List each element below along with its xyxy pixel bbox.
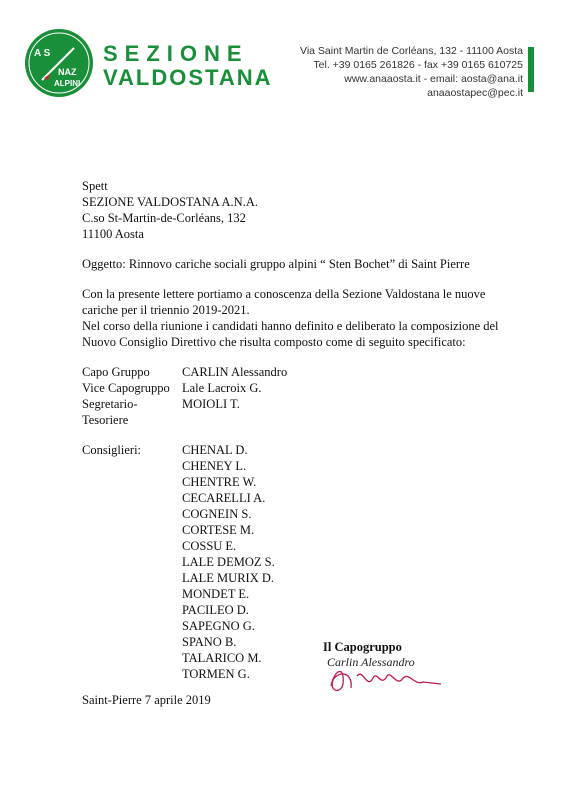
role-row — [82, 396, 522, 428]
role-person: Lale Lacroix G. — [182, 381, 262, 395]
logo-text-top: A S — [34, 48, 51, 59]
organization-name — [103, 42, 273, 90]
signature-name: Carlin Alessandro — [327, 655, 415, 669]
council-member: TORMEN G. — [182, 667, 250, 681]
signature-block — [323, 640, 483, 690]
council-label: Consiglieri: — [82, 443, 142, 457]
council-member: CORTESE M. — [182, 523, 255, 537]
council-member: TALARICO M. — [182, 651, 262, 665]
roles-list — [82, 364, 522, 428]
signature-title: Il Capogruppo — [323, 640, 402, 654]
letter-body — [82, 178, 522, 682]
council-member: SPANO B. — [182, 635, 237, 649]
council-member: MONDET E. — [182, 587, 250, 601]
org-line1: SEZIONE — [103, 41, 249, 66]
subject: Oggetto: Rinnovo cariche sociali gruppo alpini “ Sten Bochet” di Saint Pierre — [82, 257, 470, 271]
pec: anaaostapec@pec.it — [427, 87, 523, 99]
council-member: COGNEIN S. — [182, 507, 252, 521]
role-name: Segretario-Tesoriere — [82, 397, 138, 427]
salutation: Spett — [82, 179, 108, 193]
org-line2: VALDOSTANA — [103, 65, 273, 90]
web-email: www.anaaosta.it - email: aosta@ana.it — [344, 73, 523, 85]
header-accent-bar — [528, 47, 534, 92]
phone: Tel. +39 0165 261826 - fax +39 0165 610725 — [313, 59, 523, 71]
council-member: CHENAL D. — [182, 443, 248, 457]
council-member: LALE MURIX D. — [182, 571, 275, 585]
recipient-line1: SEZIONE VALDOSTANA A.N.A. — [82, 195, 258, 209]
role-row — [82, 364, 522, 380]
address: Via Saint Martin de Corléans, 132 - 11100 Aosta — [300, 45, 523, 57]
logo-text-mid: NAZ — [58, 67, 77, 77]
handwritten-signature — [323, 658, 453, 698]
role-name: Capo Gruppo — [82, 365, 150, 379]
council-member: CECARELLI A. — [182, 491, 266, 505]
council-member: SAPEGNO G. — [182, 619, 255, 633]
logo-text-bottom: ALPINI — [54, 79, 81, 88]
council-member: CHENTRE W. — [182, 475, 257, 489]
role-person: CARLIN Alessandro — [182, 365, 288, 379]
recipient-line2: C.so St-Martin-de-Corléans, 132 — [82, 211, 246, 225]
council-member: CHENEY L. — [182, 459, 247, 473]
council-member: COSSU E. — [182, 539, 237, 553]
paragraph-council: Nel corso della riunione i candidati hanno definito e deliberato la composizione del Nuovo Consiglio Direttivo che risulta composto come di seguito specificato: — [82, 319, 499, 349]
role-person: MOIOLI T. — [182, 397, 240, 411]
role-name: Vice Capogruppo — [82, 381, 170, 395]
council-member: PACILEO D. — [182, 603, 249, 617]
council-member: LALE DEMOZ S. — [182, 555, 275, 569]
council-list — [182, 442, 275, 682]
recipient-line3: 11100 Aosta — [82, 227, 144, 241]
role-row — [82, 380, 522, 396]
contact-block — [300, 44, 523, 100]
letter-date: Saint-Pierre 7 aprile 2019 — [82, 693, 211, 707]
paragraph-intro: Con la presente lettere portiamo a conoscenza della Sezione Valdostana le nuove cariche per il triennio 2019-2021. — [82, 287, 486, 317]
ana-logo — [24, 28, 94, 98]
